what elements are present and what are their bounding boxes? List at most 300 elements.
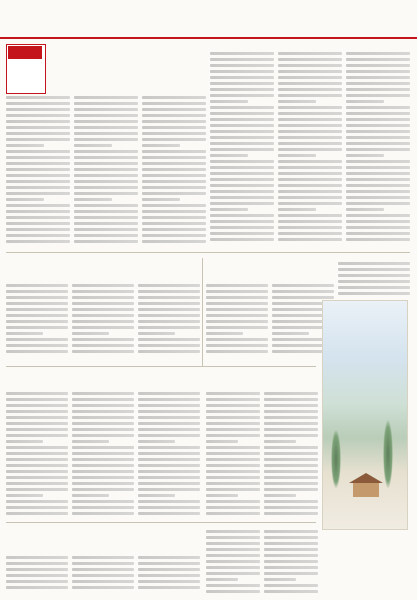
- text-line: [210, 214, 274, 217]
- text-line: [72, 410, 134, 413]
- text-line: [210, 100, 248, 103]
- text-line: [206, 500, 260, 503]
- text-line: [206, 398, 260, 401]
- text-line: [72, 494, 109, 497]
- text-line: [6, 332, 43, 335]
- text-line: [138, 574, 200, 577]
- text-line: [6, 144, 44, 147]
- text-line: [72, 302, 134, 305]
- text-line: [138, 326, 200, 329]
- text-line: [6, 320, 68, 323]
- text-line: [278, 94, 342, 97]
- text-line: [72, 562, 134, 565]
- text-line: [72, 422, 134, 425]
- text-line: [6, 470, 68, 473]
- text-line: [138, 302, 200, 305]
- article-1-column-5: [278, 52, 342, 246]
- text-line: [6, 428, 68, 431]
- text-line: [206, 566, 260, 569]
- text-line: [264, 512, 318, 515]
- text-line: [6, 234, 70, 237]
- text-line: [138, 512, 200, 515]
- text-line: [206, 422, 260, 425]
- text-line: [74, 198, 112, 201]
- text-line: [264, 452, 318, 455]
- text-line: [72, 482, 134, 485]
- text-line: [346, 88, 410, 91]
- text-line: [6, 556, 68, 559]
- text-line: [206, 434, 260, 437]
- text-line: [74, 222, 138, 225]
- text-line: [142, 156, 206, 159]
- text-line: [6, 102, 70, 105]
- text-line: [142, 204, 206, 207]
- masthead-rule: [0, 37, 417, 39]
- text-line: [6, 416, 68, 419]
- text-line: [6, 422, 68, 425]
- text-line: [72, 392, 134, 395]
- text-line: [206, 350, 268, 353]
- text-line: [138, 344, 200, 347]
- text-line: [72, 398, 134, 401]
- text-line: [6, 464, 68, 467]
- text-line: [6, 192, 70, 195]
- text-line: [138, 338, 200, 341]
- text-line: [142, 174, 206, 177]
- text-line: [346, 100, 384, 103]
- text-line: [74, 102, 138, 105]
- text-line: [264, 476, 318, 479]
- text-line: [206, 296, 268, 299]
- text-line: [210, 220, 274, 223]
- text-line: [210, 136, 274, 139]
- text-line: [72, 500, 134, 503]
- text-line: [138, 290, 200, 293]
- text-line: [6, 314, 68, 317]
- text-line: [206, 446, 260, 449]
- text-line: [6, 398, 68, 401]
- text-line: [138, 308, 200, 311]
- text-line: [74, 240, 138, 243]
- text-line: [278, 88, 342, 91]
- text-line: [210, 202, 274, 205]
- text-line: [338, 274, 410, 277]
- text-line: [6, 204, 70, 207]
- text-line: [72, 350, 134, 353]
- text-line: [138, 440, 175, 443]
- text-line: [72, 284, 134, 287]
- text-line: [278, 160, 342, 163]
- text-line: [346, 124, 410, 127]
- text-line: [138, 398, 200, 401]
- text-line: [210, 154, 248, 157]
- text-line: [206, 578, 238, 581]
- text-line: [6, 512, 68, 515]
- text-line: [264, 494, 296, 497]
- text-line: [264, 542, 318, 545]
- text-line: [6, 114, 70, 117]
- text-line: [6, 198, 44, 201]
- text-line: [72, 290, 134, 293]
- text-line: [264, 482, 318, 485]
- text-line: [210, 94, 274, 97]
- text-line: [206, 548, 260, 551]
- text-line: [264, 446, 318, 449]
- text-line: [6, 476, 68, 479]
- text-line: [206, 332, 243, 335]
- text-line: [206, 440, 238, 443]
- text-line: [142, 228, 206, 231]
- text-line: [6, 574, 68, 577]
- text-line: [6, 410, 68, 413]
- text-line: [138, 470, 200, 473]
- text-line: [206, 560, 260, 563]
- text-line: [264, 428, 318, 431]
- text-line: [142, 222, 206, 225]
- text-line: [278, 64, 342, 67]
- text-line: [6, 210, 70, 213]
- text-line: [206, 404, 260, 407]
- text-line: [206, 590, 260, 593]
- text-line: [6, 452, 68, 455]
- text-line: [72, 446, 134, 449]
- article-4-column-1: [6, 392, 68, 518]
- text-line: [6, 562, 68, 565]
- text-line: [138, 350, 200, 353]
- text-line: [346, 184, 410, 187]
- text-line: [210, 148, 274, 151]
- article-4-column-3: [138, 392, 200, 518]
- text-line: [346, 142, 410, 145]
- text-line: [74, 180, 138, 183]
- text-line: [74, 162, 138, 165]
- text-line: [346, 154, 384, 157]
- text-line: [206, 392, 260, 395]
- text-line: [138, 314, 200, 317]
- text-line: [72, 404, 134, 407]
- text-line: [346, 220, 410, 223]
- article-3-column-3: [338, 262, 410, 298]
- text-line: [72, 488, 134, 491]
- text-line: [206, 482, 260, 485]
- text-line: [138, 284, 200, 287]
- text-line: [346, 166, 410, 169]
- text-line: [6, 120, 70, 123]
- text-line: [72, 338, 134, 341]
- text-line: [6, 180, 70, 183]
- text-line: [72, 512, 134, 515]
- text-line: [6, 434, 68, 437]
- text-line: [206, 326, 268, 329]
- text-line: [138, 404, 200, 407]
- text-line: [278, 142, 342, 145]
- text-line: [346, 232, 410, 235]
- text-line: [6, 228, 70, 231]
- text-line: [206, 314, 268, 317]
- text-line: [264, 392, 318, 395]
- text-line: [138, 296, 200, 299]
- text-line: [6, 338, 68, 341]
- text-line: [346, 136, 410, 139]
- text-line: [206, 494, 238, 497]
- text-line: [346, 94, 410, 97]
- article-1-column-3: [142, 96, 206, 246]
- text-line: [346, 178, 410, 181]
- text-line: [210, 172, 274, 175]
- text-line: [210, 106, 274, 109]
- article-4-column-4: [206, 392, 260, 518]
- text-line: [206, 458, 260, 461]
- text-line: [6, 290, 68, 293]
- text-line: [6, 174, 70, 177]
- text-line: [264, 560, 318, 563]
- text-line: [346, 208, 384, 211]
- text-line: [72, 314, 134, 317]
- text-line: [138, 392, 200, 395]
- text-line: [346, 226, 410, 229]
- text-line: [142, 120, 206, 123]
- text-line: [210, 58, 274, 61]
- text-line: [72, 568, 134, 571]
- text-line: [206, 542, 260, 545]
- text-line: [338, 286, 410, 289]
- text-line: [278, 208, 316, 211]
- text-line: [272, 296, 334, 299]
- text-line: [74, 132, 138, 135]
- text-line: [206, 464, 260, 467]
- column-divider: [202, 258, 203, 366]
- text-line: [6, 108, 70, 111]
- text-line: [72, 452, 134, 455]
- text-line: [142, 144, 180, 147]
- text-line: [264, 506, 318, 509]
- text-line: [72, 440, 109, 443]
- article-2-column-2: [72, 284, 134, 360]
- text-line: [272, 284, 334, 287]
- text-line: [6, 216, 70, 219]
- article-5-column-2: [72, 556, 134, 596]
- text-line: [6, 156, 70, 159]
- text-line: [138, 500, 200, 503]
- text-line: [264, 440, 296, 443]
- text-line: [272, 290, 334, 293]
- text-line: [142, 126, 206, 129]
- text-line: [210, 76, 274, 79]
- text-line: [74, 108, 138, 111]
- text-line: [278, 226, 342, 229]
- text-line: [210, 52, 274, 55]
- text-line: [6, 326, 68, 329]
- text-line: [346, 52, 410, 55]
- text-line: [72, 470, 134, 473]
- text-line: [206, 410, 260, 413]
- text-line: [278, 172, 342, 175]
- text-line: [6, 96, 70, 99]
- text-line: [206, 302, 268, 305]
- text-line: [346, 106, 410, 109]
- text-line: [74, 216, 138, 219]
- text-line: [6, 488, 68, 491]
- text-line: [142, 180, 206, 183]
- text-line: [278, 154, 316, 157]
- text-line: [210, 160, 274, 163]
- text-line: [72, 556, 134, 559]
- text-line: [206, 476, 260, 479]
- text-line: [278, 118, 342, 121]
- text-line: [142, 132, 206, 135]
- text-line: [210, 82, 274, 85]
- text-line: [6, 126, 70, 129]
- text-line: [206, 320, 268, 323]
- text-line: [210, 196, 274, 199]
- text-line: [264, 554, 318, 557]
- text-line: [6, 344, 68, 347]
- text-line: [74, 126, 138, 129]
- text-line: [74, 186, 138, 189]
- text-line: [278, 58, 342, 61]
- text-line: [278, 178, 342, 181]
- text-line: [278, 136, 342, 139]
- text-line: [206, 290, 268, 293]
- text-line: [346, 58, 410, 61]
- article-1-column-4: [210, 52, 274, 246]
- text-line: [278, 148, 342, 151]
- text-line: [206, 470, 260, 473]
- section-divider: [6, 366, 316, 367]
- article-5-column-5: [264, 530, 318, 596]
- text-line: [6, 296, 68, 299]
- text-line: [72, 506, 134, 509]
- text-line: [264, 590, 318, 593]
- text-line: [142, 192, 206, 195]
- section-box-tag: [8, 46, 42, 59]
- text-line: [138, 332, 175, 335]
- text-line: [138, 464, 200, 467]
- text-line: [206, 530, 260, 533]
- text-line: [278, 130, 342, 133]
- text-line: [338, 280, 410, 283]
- text-line: [264, 404, 318, 407]
- text-line: [74, 156, 138, 159]
- text-line: [72, 308, 134, 311]
- text-line: [210, 70, 274, 73]
- text-line: [206, 416, 260, 419]
- text-line: [278, 106, 342, 109]
- text-line: [210, 178, 274, 181]
- text-line: [74, 138, 138, 141]
- text-line: [72, 344, 134, 347]
- text-line: [278, 52, 342, 55]
- article-2-column-1: [6, 284, 68, 360]
- text-line: [210, 232, 274, 235]
- article-1-column-2: [74, 96, 138, 246]
- text-line: [74, 114, 138, 117]
- text-line: [138, 416, 200, 419]
- text-line: [138, 422, 200, 425]
- text-line: [346, 64, 410, 67]
- text-line: [6, 284, 68, 287]
- text-line: [72, 574, 134, 577]
- text-line: [6, 138, 70, 141]
- text-line: [138, 320, 200, 323]
- text-line: [142, 150, 206, 153]
- text-line: [278, 82, 342, 85]
- text-line: [346, 82, 410, 85]
- text-line: [206, 554, 260, 557]
- text-line: [264, 416, 318, 419]
- text-line: [346, 238, 410, 241]
- text-line: [6, 150, 70, 153]
- text-line: [346, 160, 410, 163]
- text-line: [264, 410, 318, 413]
- text-line: [210, 124, 274, 127]
- text-line: [6, 308, 68, 311]
- text-line: [6, 350, 68, 353]
- text-line: [206, 572, 260, 575]
- text-line: [210, 142, 274, 145]
- text-line: [346, 190, 410, 193]
- article-1-column-1: [6, 96, 70, 246]
- text-line: [338, 262, 410, 265]
- text-line: [6, 186, 70, 189]
- text-line: [264, 548, 318, 551]
- article-4-column-2: [72, 392, 134, 518]
- text-line: [142, 96, 206, 99]
- text-line: [206, 284, 268, 287]
- text-line: [6, 506, 68, 509]
- text-line: [264, 530, 318, 533]
- text-line: [6, 162, 70, 165]
- text-line: [346, 118, 410, 121]
- text-line: [6, 586, 68, 589]
- text-line: [72, 464, 134, 467]
- text-line: [210, 190, 274, 193]
- text-line: [278, 76, 342, 79]
- text-line: [138, 562, 200, 565]
- text-line: [278, 184, 342, 187]
- text-line: [278, 220, 342, 223]
- text-line: [272, 332, 309, 335]
- text-line: [6, 482, 68, 485]
- text-line: [72, 416, 134, 419]
- text-line: [206, 512, 260, 515]
- text-line: [72, 476, 134, 479]
- text-line: [72, 296, 134, 299]
- article-3-column-1: [206, 284, 268, 360]
- text-line: [346, 196, 410, 199]
- text-line: [264, 434, 318, 437]
- text-line: [278, 238, 342, 241]
- text-line: [72, 320, 134, 323]
- text-line: [338, 292, 410, 295]
- section-divider: [6, 252, 410, 253]
- text-line: [346, 172, 410, 175]
- text-line: [138, 482, 200, 485]
- text-line: [138, 586, 200, 589]
- text-line: [6, 240, 70, 243]
- text-line: [278, 196, 342, 199]
- text-line: [142, 240, 206, 243]
- text-line: [6, 568, 68, 571]
- article-5-column-1: [6, 556, 68, 596]
- text-line: [210, 64, 274, 67]
- text-line: [278, 202, 342, 205]
- text-line: [142, 102, 206, 105]
- text-line: [210, 130, 274, 133]
- text-line: [72, 580, 134, 583]
- text-line: [6, 580, 68, 583]
- text-line: [142, 114, 206, 117]
